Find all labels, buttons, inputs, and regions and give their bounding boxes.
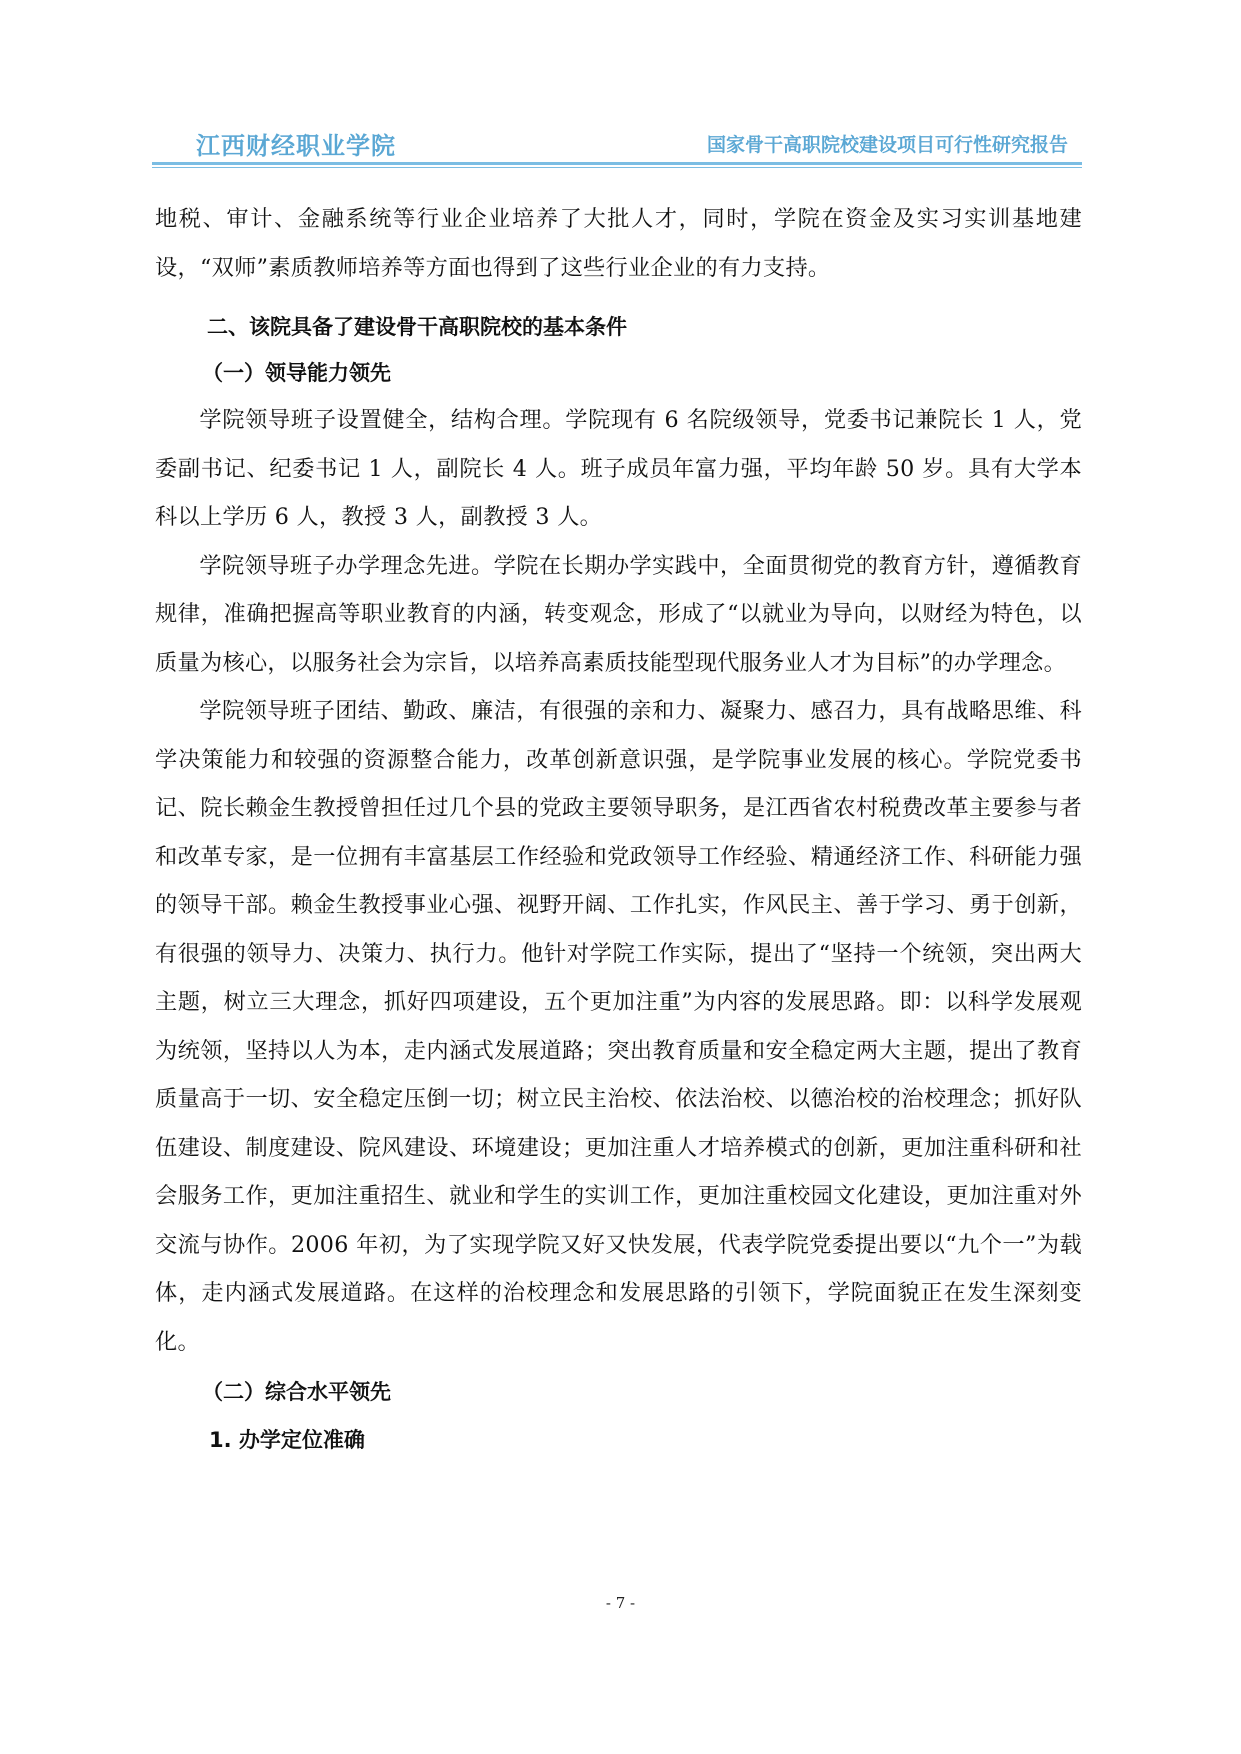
page-number: - 7 - [605, 1594, 636, 1612]
running-header [152, 126, 1082, 166]
item-heading-positioning: 1. 办学定位准确 [209, 1428, 365, 1452]
paragraph-continued: 地税、审计、金融系统等行业企业培养了大批人才，同时，学院在资金及实习实训基地建设，“双师”素质教师培养等方面也得到了这些行业企业的有力支持。 [155, 206, 1082, 281]
paragraph-leadership-team: 学院领导班子团结、勤政、廉洁，有很强的亲和力、凝聚力、感召力，具有战略思维、科学决策能力和较强的资源整合能力，改革创新意识强，是学院事业发展的核心。学院党委书记、院长赖金生教授曾担任过几个县的党政主要领导职务，是江西省农村税费改革主要参与者和改革专家，是一位拥有丰富基层工作经验和党政领导工作经验、精通经济工作、科研能力强的领导干部。赖金生教授事业心强、视野开阔、工作扎实，作风民主、善于学习、勇于创新，有很强的领导力、决策力、执行力。他针对学院工作实际，提出了“坚持一个统领，突出两大主题，树立三大理念，抓好四项建设，五个更加注重”为内容的发展思路。即：以科学发展观为统领，坚持以人为本，走内涵式发展道路；突出教育质量和安全稳定两大主题，提出了教育质量高于一切、安全稳定压倒一切；树立民主治校、依法治校、以德治校的治校理念；抓好队伍建设、制度建设、院风建设、环境建设；更加注重人才培养模式的创新，更加注重科研和社会服务工作，更加注重招生、就业和学生的实训工作，更加注重校园文化建设，更加注重对外交流与协作。2006 年初，为了实现学院又好又快发展，代表学院党委提出要以“九个一”为载体，走内涵式发展道路。在这样的治校理念和发展思路的引领下，学院面貌正在发生深刻变化。 [155, 698, 1082, 1355]
body-content [155, 195, 1082, 1464]
subsection-heading-overall: （二）综合水平领先 [202, 1380, 391, 1404]
subsection-heading-leadership: （一）领导能力领先 [202, 361, 391, 385]
header-rule [152, 162, 1082, 165]
header-report-title: 国家骨干高职院校建设项目可行性研究报告 [706, 134, 1068, 156]
section-heading: 二、该院具备了建设骨干高职院校的基本条件 [207, 315, 627, 339]
paragraph-leadership-structure: 学院领导班子设置健全，结构合理。学院现有 6 名院级领导，党委书记兼院长 1 人，党委副书记、纪委书记 1 人，副院长 4 人。班子成员年富力强，平均年龄 50 岁。具有大学本科以上学历 6 人，教授 3 人，副教授 3 人。 [155, 407, 1082, 530]
header-rule-thin [152, 167, 1082, 168]
header-institution-name: 江西财经职业学院 [196, 132, 396, 160]
paragraph-leadership-philosophy: 学院领导班子办学理念先进。学院在长期办学实践中，全面贯彻党的教育方针，遵循教育规律，准确把握高等职业教育的内涵，转变观念，形成了“以就业为导向，以财经为特色，以质量为核心，以服务社会为宗旨，以培养高素质技能型现代服务业人才为目标”的办学理念。 [155, 552, 1082, 676]
